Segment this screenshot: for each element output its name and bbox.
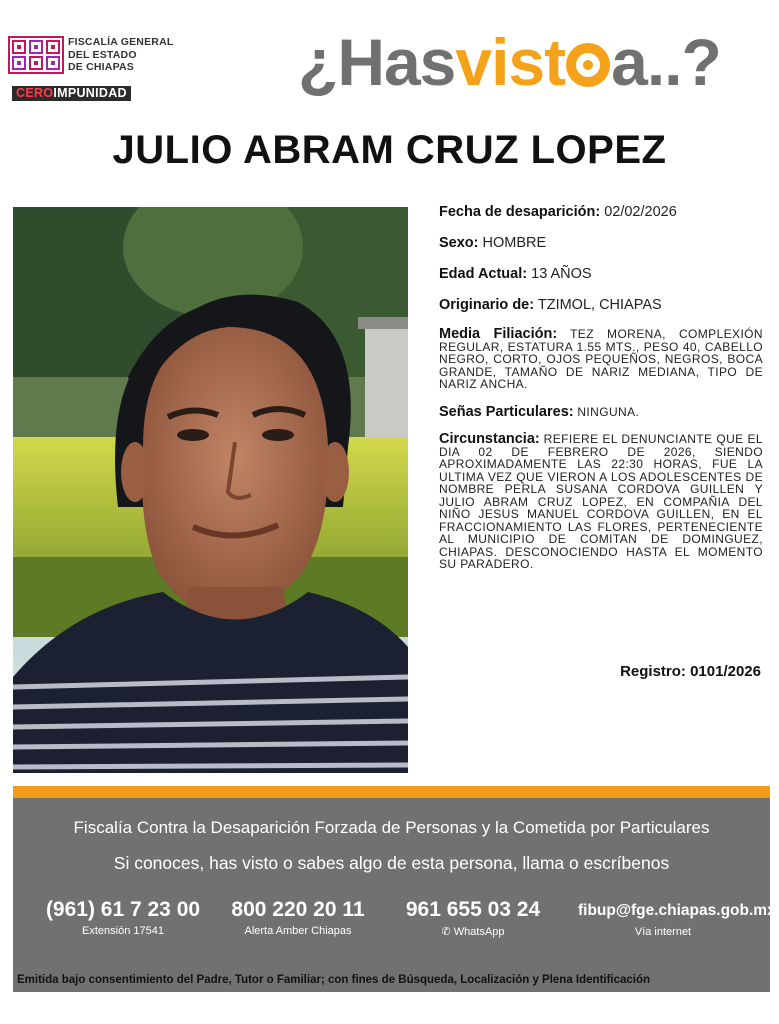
contact-email[interactable] (578, 902, 776, 938)
filiacion-value: TEZ MORENA, COMPLEXIÓN REGULAR, ESTATURA 1.55 MTS., PESO 40, CABELLO NEGRO, CORTO, OJOS PEQUEÑOS, NEGROS, BOCA GRANDE, TAMAÑO DE NARIZ MEDIANA, TIPO DE NARIZ ANCHA. (439, 327, 763, 391)
sexo (439, 235, 763, 251)
edad-value: 13 AÑOS (531, 266, 592, 282)
person-photo (13, 207, 408, 773)
cero-impunidad-slogan (12, 86, 131, 101)
footer-panel (13, 798, 776, 992)
fecha-value: 02/02/2026 (604, 204, 677, 220)
fiscalia-department: Fiscalía Contra la Desaparición Forzada de Personas y la Cometida por Particulares (73, 818, 710, 837)
contact-amber-sub: Alerta Amber Chiapas (244, 925, 352, 937)
eye-icon (566, 43, 610, 87)
fiscalia-name (68, 36, 173, 74)
fiscalia-emblem-icon (8, 36, 64, 74)
fiscalia-logo (8, 34, 178, 106)
edad-label: Edad Actual: (439, 266, 528, 282)
edad-actual (439, 266, 763, 282)
senas-value: NINGUNA. (577, 404, 640, 419)
senas-particulares (439, 403, 763, 420)
filiacion-label: Media Filiación: (439, 326, 558, 342)
contact-whatsapp-number[interactable]: 961 655 03 24 (405, 898, 541, 921)
fiscalia-name-line1: FISCALÍA GENERAL (68, 36, 174, 48)
fecha-label: Fecha de desaparición: (439, 204, 601, 220)
originario (439, 297, 763, 313)
contact-amber-alert[interactable] (228, 898, 368, 937)
consent-disclaimer: Emitida bajo consentimiento del Padre, Tutor o Familiar; con fines de Búsqueda, Localización y Plena Identificación (17, 974, 651, 986)
contact-whatsapp-sub: WhatsApp (453, 926, 505, 938)
sexo-value: HOMBRE (482, 235, 547, 251)
contact-amber-number[interactable]: 800 220 20 11 (231, 898, 365, 921)
has-visto-campaign-logo (298, 22, 721, 102)
origen-value: TZIMOL, CHIAPAS (537, 297, 662, 313)
contact-whatsapp[interactable] (403, 898, 543, 938)
person-details (439, 204, 763, 586)
contact-email-address[interactable]: fibup@fge.chiapas.gob.mx (578, 902, 776, 919)
call-to-action: Si conoces, has visto o sabes algo de esta persona, llama o escríbenos (113, 853, 670, 873)
fecha-desaparicion (439, 204, 763, 220)
contact-phone-office-sub: Extensión 17541 (82, 925, 164, 937)
senas-label: Señas Particulares: (439, 403, 574, 420)
circunstancia-value: REFIERE EL DENUNCIANTE QUE EL DIA 02 DE FEBRERO DE 2026, SIENDO APROXIMADAMENTE LAS 22:30 HORAS, FUE LA ULTIMA VEZ QUE VIERON A LOS ADOLESCENTES DE NOMBRE PERLA SUSANA CORDOVA GUILLEN Y JULIO ABRAM CRUZ LOPEZ, EN COMPAÑIA DEL NIÑO JESUS MANUEL CORDOVA GUILLEN, EN EL FRACCIONAMIENTO LAS FLORES, PERTENECIENTE AL MUNICIPIO DE COMITAN DE DOMINGUEZ, CHIAPAS. DESCONOCIENDO HASTA EL MOMENTO SU PARADERO. (439, 432, 764, 571)
orange-divider (13, 786, 770, 798)
contact-whatsapp-sub-wrap (403, 925, 543, 938)
origen-label: Originario de: (439, 297, 535, 313)
campaign-part3: a..? (611, 25, 721, 99)
slogan-cero: CERO (16, 86, 54, 100)
contact-email-sub: Vía internet (634, 926, 692, 938)
contact-phone-office[interactable] (43, 898, 203, 937)
campaign-part2: vist (455, 25, 566, 99)
person-portrait-image (13, 207, 408, 773)
registro-number: Registro: 0101/2026 (620, 663, 761, 680)
fiscalia-name-line3: DE CHIAPAS (68, 61, 134, 73)
circunstancia (439, 433, 763, 571)
person-name: JULIO ABRAM CRUZ LOPEZ (112, 128, 667, 172)
contact-phone-office-number[interactable]: (961) 61 7 23 00 (45, 898, 201, 921)
slogan-impunidad: IMPUNIDAD (53, 86, 127, 100)
media-filiacion (439, 328, 763, 391)
circunstancia-label: Circunstancia: (439, 431, 540, 447)
whatsapp-icon: ✆ (441, 926, 451, 938)
fiscalia-name-line2: DEL ESTADO (68, 48, 137, 61)
campaign-part1: ¿Has (298, 25, 456, 99)
sexo-label: Sexo: (439, 235, 479, 251)
